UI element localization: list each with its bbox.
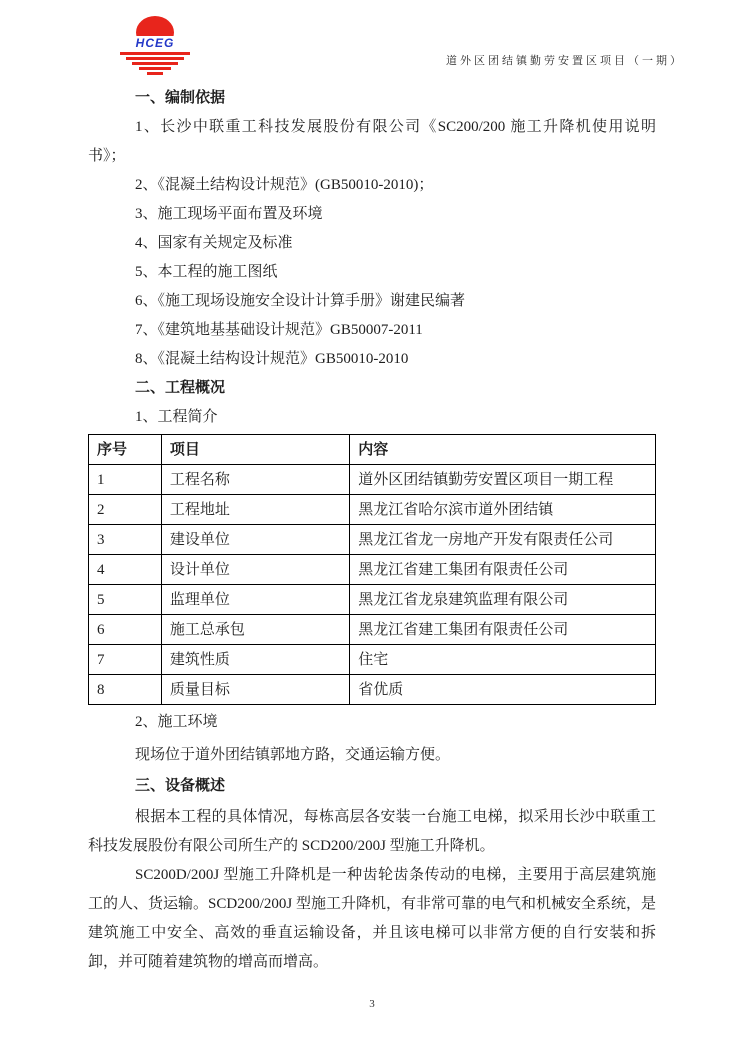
table-cell: 省优质 [350, 675, 656, 705]
table-cell: 黑龙江省建工集团有限责任公司 [350, 615, 656, 645]
paragraph: 现场位于道外团结镇郭地方路，交通运输方便。 [135, 747, 451, 763]
table-cell: 6 [89, 615, 162, 645]
table-row [89, 495, 656, 525]
reference-item: 3、施工现场平面布置及环境 [135, 206, 323, 222]
subsection-title: 2、施工环境 [135, 714, 218, 730]
reference-item: 4、国家有关规定及标准 [135, 235, 293, 251]
paragraph: SC200D/200J 型施工升降机是一种齿轮齿条传动的电梯，主要用于高层建筑施工的人、货运输。SCD200/200J 型施工升降机，有非常可靠的电气和机械安全系统，是建筑施工中安全、高效的垂直运输设备，并且该电梯可以非常方便的自行安装和拆卸，并可随着建筑物的增高而增高。 [88, 867, 656, 970]
subsection-title: 1、工程简介 [135, 409, 218, 425]
table-row [89, 615, 656, 645]
table-row [89, 585, 656, 615]
reference-item: 7、《建筑地基基础设计规范》GB50007-2011 [135, 322, 423, 338]
table-cell: 黑龙江省龙泉建筑监理有限公司 [350, 585, 656, 615]
table-row [89, 525, 656, 555]
page-number: 3 [369, 998, 375, 1010]
table-cell: 道外区团结镇勤劳安置区项目一期工程 [350, 465, 656, 495]
logo-stripes-icon [118, 52, 192, 77]
logo-text: HCEG [118, 36, 192, 50]
table-header-cell: 序号 [89, 435, 162, 465]
table-cell: 黑龙江省龙一房地产开发有限责任公司 [350, 525, 656, 555]
paragraph: 根据本工程的具体情况，每栋高层各安装一台施工电梯，拟采用长沙中联重工科技发展股份有限公司所生产的 SCD200/200J 型施工升降机。 [88, 809, 656, 854]
reference-item: 1、长沙中联重工科技发展股份有限公司《SC200/200 施工升降机使用说明书》； [88, 119, 656, 164]
table-row [89, 555, 656, 585]
table-cell: 施工总承包 [161, 615, 349, 645]
table-cell: 设计单位 [161, 555, 349, 585]
section-heading-1: 一、编制依据 [135, 90, 226, 106]
table-cell: 7 [89, 645, 162, 675]
table-cell: 黑龙江省建工集团有限责任公司 [350, 555, 656, 585]
table-cell: 5 [89, 585, 162, 615]
table-row [89, 645, 656, 675]
table-cell: 工程地址 [161, 495, 349, 525]
table-cell: 监理单位 [161, 585, 349, 615]
table-cell: 3 [89, 525, 162, 555]
document-body [88, 84, 656, 977]
table-cell: 1 [89, 465, 162, 495]
company-logo [118, 16, 192, 74]
reference-item: 6、《施工现场设施安全设计计算手册》谢建民编著 [135, 293, 466, 309]
project-info-table [88, 434, 656, 705]
table-cell: 4 [89, 555, 162, 585]
table-header-row [89, 435, 656, 465]
reference-item: 5、本工程的施工图纸 [135, 264, 278, 280]
header-project-title: 道外区团结镇勤劳安置区项目（一期） [446, 55, 684, 67]
table-header-cell: 内容 [350, 435, 656, 465]
reference-item: 2、《混凝土结构设计规范》(GB50010-2010)； [135, 177, 434, 193]
reference-item: 8、《混凝土结构设计规范》GB50010-2010 [135, 351, 409, 367]
table-cell: 质量目标 [161, 675, 349, 705]
table-row [89, 465, 656, 495]
table-header-cell: 项目 [161, 435, 349, 465]
table-cell: 工程名称 [161, 465, 349, 495]
section-heading-3: 三、设备概述 [135, 778, 226, 794]
table-cell: 8 [89, 675, 162, 705]
table-cell: 住宅 [350, 645, 656, 675]
table-cell: 2 [89, 495, 162, 525]
section-heading-2: 二、工程概况 [135, 380, 226, 396]
table-cell: 建设单位 [161, 525, 349, 555]
table-cell: 黑龙江省哈尔滨市道外团结镇 [350, 495, 656, 525]
table-cell: 建筑性质 [161, 645, 349, 675]
table-row [89, 675, 656, 705]
